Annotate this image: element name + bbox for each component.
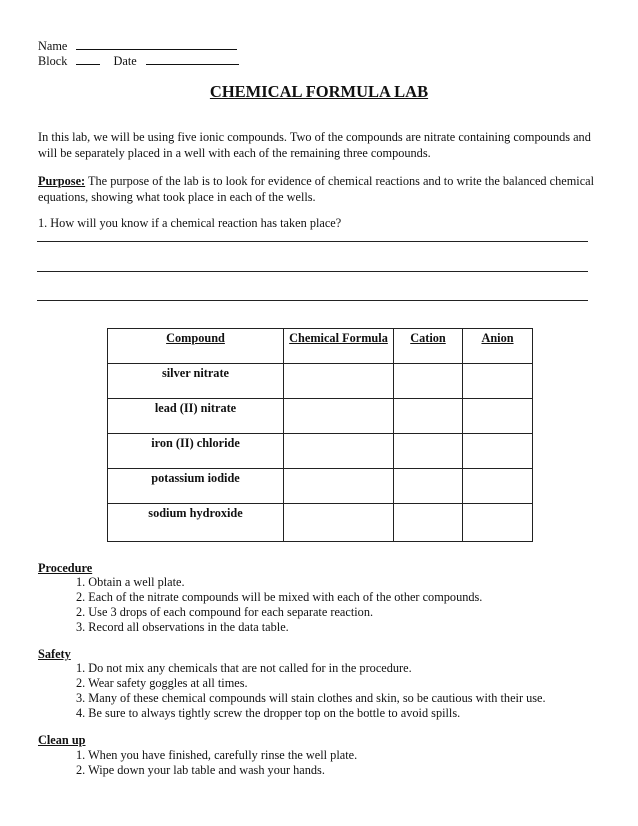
anion-cell[interactable] [463,504,533,542]
compound-cell: potassium iodide [108,469,284,504]
safety-list [76,661,546,721]
header-anion: Anion [463,329,533,364]
formula-cell[interactable] [284,504,394,542]
name-blank[interactable] [76,38,237,50]
list-item: 3. Record all observations in the data table. [76,620,289,634]
anion-cell[interactable] [463,364,533,399]
table-row [108,434,533,469]
safety-heading: Safety [38,647,71,661]
compound-cell: iron (II) chloride [108,434,284,469]
block-label: Block [38,54,68,68]
list-item: 2. Wipe down your lab table and wash your hands. [76,763,325,777]
answer-line-1[interactable] [37,241,588,242]
block-blank[interactable] [76,53,100,65]
header-chemical-formula: Chemical Formula [284,329,394,364]
table-row [108,364,533,399]
name-field [38,38,237,54]
answer-line-3[interactable] [37,300,588,301]
purpose-paragraph [38,173,598,205]
page-title: CHEMICAL FORMULA LAB [209,82,429,101]
question-1: 1. How will you know if a chemical reaction has taken place? [38,216,342,230]
table-row [108,399,533,434]
cation-cell[interactable] [394,469,463,504]
purpose-text: The purpose of the lab is to look for evidence of chemical reactions and to write the balanced chemical equations, showing what took place in each of the wells. [38,174,595,204]
header-compound: Compound [108,329,284,364]
anion-cell[interactable] [463,434,533,469]
list-item: 1. Do not mix any chemicals that are not called for in the procedure. [76,661,412,675]
name-label: Name [38,39,68,53]
answer-line-2[interactable] [37,271,588,272]
cleanup-list [76,748,357,778]
purpose-label: Purpose: [38,174,86,188]
list-item: 2. Each of the nitrate compounds will be mixed with each of the other compounds. [76,590,483,604]
cation-cell[interactable] [394,399,463,434]
list-item: 1. Obtain a well plate. [76,575,185,589]
formula-cell[interactable] [284,469,394,504]
list-item: 4. Be sure to always tightly screw the dropper top on the bottle to avoid spills. [76,706,461,720]
cation-cell[interactable] [394,504,463,542]
table-row [108,469,533,504]
procedure-list [76,575,482,635]
block-date-field [38,53,239,69]
compound-table [107,328,533,542]
cleanup-heading: Clean up [38,733,86,747]
compound-cell: silver nitrate [108,364,284,399]
compound-cell: sodium hydroxide [108,504,284,542]
compound-cell: lead (II) nitrate [108,399,284,434]
cation-cell[interactable] [394,364,463,399]
list-item: 2. Wear safety goggles at all times. [76,676,248,690]
date-blank[interactable] [146,53,239,65]
header-cation: Cation [394,329,463,364]
formula-cell[interactable] [284,399,394,434]
list-item: 1. When you have finished, carefully rinse the well plate. [76,748,358,762]
date-label: Date [113,54,137,68]
formula-cell[interactable] [284,434,394,469]
list-item: 2. Use 3 drops of each compound for each separate reaction. [76,605,374,619]
procedure-heading: Procedure [38,561,93,575]
cation-cell[interactable] [394,434,463,469]
anion-cell[interactable] [463,399,533,434]
table-row [108,504,533,542]
table-header-row [108,329,533,364]
formula-cell[interactable] [284,364,394,399]
list-item: 3. Many of these chemical compounds will stain clothes and skin, so be cautious with their use. [76,691,546,705]
anion-cell[interactable] [463,469,533,504]
intro-paragraph: In this lab, we will be using five ionic compounds. Two of the compounds are nitrate containing compounds and will be separately placed in a well with each of the remaining three compounds. [38,130,591,160]
